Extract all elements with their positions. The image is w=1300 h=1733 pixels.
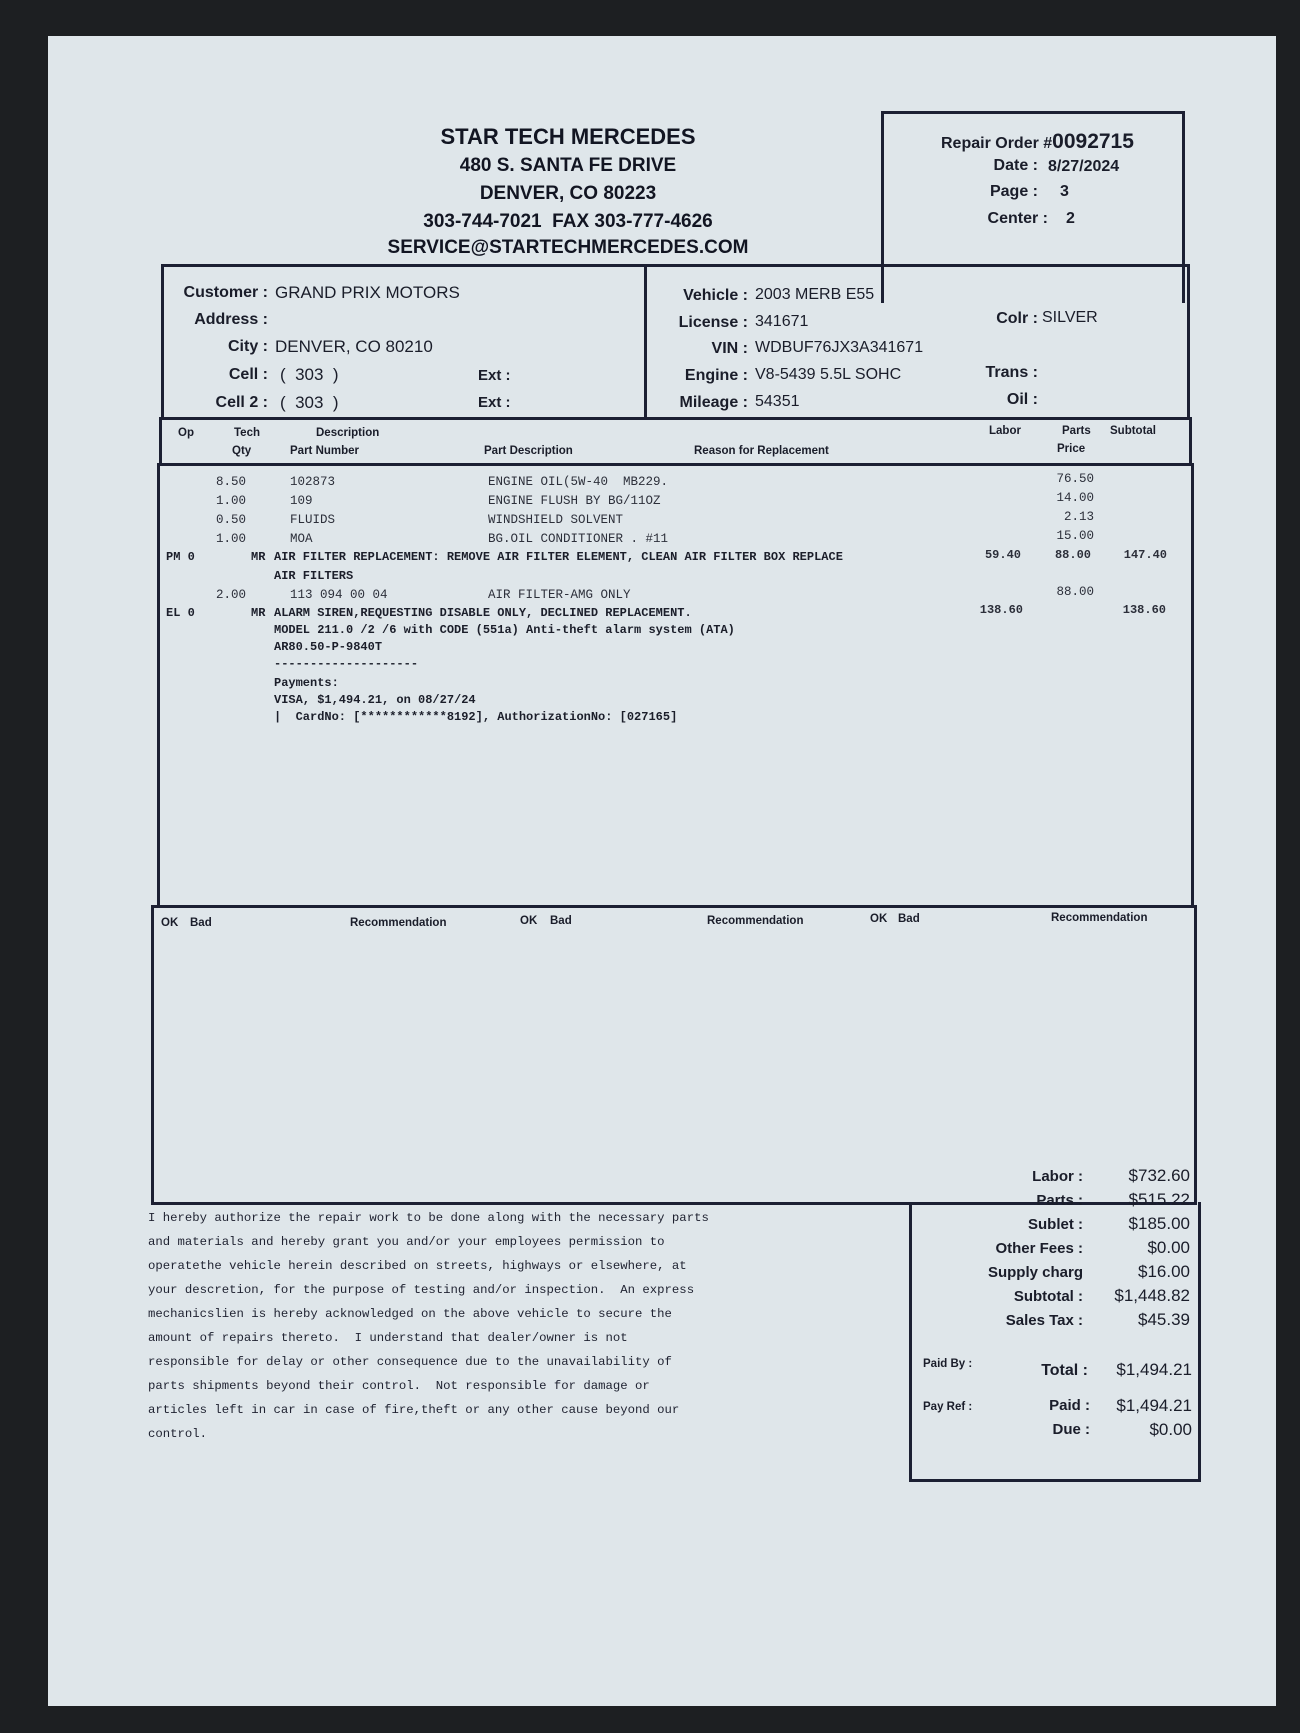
page-label: Page : xyxy=(989,183,1038,200)
rec-title-1: Recommendation xyxy=(350,917,447,929)
job-el-line5: Payments: xyxy=(274,676,339,690)
parts-number-0: 102873 xyxy=(290,475,336,489)
city-value: DENVER, CO 80210 xyxy=(275,337,433,356)
job-pm-op: PM 0 xyxy=(166,550,195,564)
total-value: $1,494.21 xyxy=(1116,1360,1192,1379)
total-tax-value: $45.39 xyxy=(1138,1310,1190,1329)
line-items-box xyxy=(159,417,1192,466)
col-part-number: Part Number xyxy=(290,445,360,457)
job-el-line2: MODEL 211.0 /2 /6 with CODE (551a) Anti-theft alarm system (ATA) xyxy=(274,623,735,637)
shop-city: DENVER, CO 80223 xyxy=(479,183,657,204)
mileage-label: Mileage : xyxy=(679,394,748,411)
parts-desc-3: BG.OIL CONDITIONER . #11 xyxy=(488,532,669,546)
total-tax-label: Sales Tax : xyxy=(1005,1312,1083,1329)
job-el-line4: -------------------- xyxy=(274,657,419,671)
job-pm-line1: AIR FILTER REPLACEMENT: REMOVE AIR FILTER ELEMENT, CLEAN AIR FILTER BOX REPLACE xyxy=(274,550,843,564)
job-el-labor: 138.60 xyxy=(979,603,1023,617)
paid-label: Paid : xyxy=(1049,1397,1090,1414)
col-description: Description xyxy=(316,427,380,439)
colr-value: SILVER xyxy=(1042,309,1098,326)
total-other-label: Other Fees : xyxy=(995,1240,1083,1257)
parts-qty-2: 0.50 xyxy=(216,513,247,527)
address-label: Address : xyxy=(194,311,268,328)
license-label: License : xyxy=(678,314,748,331)
part-pm-price: 88.00 xyxy=(1056,585,1094,599)
engine-value: V8-5439 5.5L SOHC xyxy=(755,366,902,383)
center-label: Center : xyxy=(987,210,1048,227)
parts-qty-0: 8.50 xyxy=(216,475,247,489)
parts-qty-1: 1.00 xyxy=(216,494,247,508)
rec-ok-2: OK xyxy=(520,915,538,927)
paid-value: $1,494.21 xyxy=(1116,1396,1192,1415)
center-value: 2 xyxy=(1066,210,1075,227)
vin-value: WDBUF76JX3A341671 xyxy=(755,339,924,356)
job-el-line3: AR80.50-P-9840T xyxy=(274,640,383,654)
parts-desc-0: ENGINE OIL(5W-40 MB229. xyxy=(488,475,669,489)
total-sublet-label: Sublet : xyxy=(1028,1216,1083,1233)
total-label: Total : xyxy=(1041,1362,1088,1379)
col-tech: Tech xyxy=(234,427,260,439)
vehicle-value: 2003 MERB E55 xyxy=(755,286,875,303)
parts-desc-1: ENGINE FLUSH BY BG/11OZ xyxy=(488,494,661,508)
repair-order-number: 0092715 xyxy=(1052,130,1134,153)
city-label: City : xyxy=(228,338,268,355)
repair-order-label: Repair Order #0092715 xyxy=(941,130,1134,153)
cell2-label: Cell 2 : xyxy=(215,394,268,411)
vin-label: VIN : xyxy=(711,340,748,357)
shop-phone-fax: 303-744-7021 FAX 303-777-4626 xyxy=(423,211,713,232)
rec-bad-2: Bad xyxy=(550,915,572,927)
parts-qty-3: 1.00 xyxy=(216,532,247,546)
job-el-op: EL 0 xyxy=(166,606,195,620)
total-labor-value: $732.60 xyxy=(1128,1166,1190,1185)
ext-label: Ext : xyxy=(478,367,511,384)
cell-label: Cell : xyxy=(228,366,268,383)
parts-price-2: 2.13 xyxy=(1063,510,1094,524)
total-parts-value: $515.22 xyxy=(1128,1190,1190,1209)
page-value: 3 xyxy=(1060,183,1069,200)
rec-title-2: Recommendation xyxy=(707,915,804,927)
parts-price-3: 15.00 xyxy=(1056,529,1094,543)
pay-ref-label: Pay Ref : xyxy=(923,1401,973,1413)
job-el-line1: ALARM SIREN,REQUESTING DISABLE ONLY, DECLINED REPLACEMENT. xyxy=(274,606,692,620)
shop-street: 480 S. SANTA FE DRIVE xyxy=(459,155,677,176)
col-labor: Labor xyxy=(989,425,1021,437)
part-pm-number: 113 094 00 04 xyxy=(290,588,388,602)
date-label: Date : xyxy=(993,157,1038,174)
total-sublet-value: $185.00 xyxy=(1128,1214,1190,1233)
paid-by-label: Paid By : xyxy=(923,1358,973,1370)
job-el-subtotal: 138.60 xyxy=(1122,603,1166,617)
col-part-description: Part Description xyxy=(484,445,573,457)
total-supply-label: Supply charg xyxy=(987,1264,1083,1281)
colr-label: Colr : xyxy=(996,310,1038,327)
col-op: Op xyxy=(178,427,194,439)
due-label: Due : xyxy=(1052,1421,1090,1438)
job-el-tech: MR xyxy=(251,606,266,620)
total-supply-value: $16.00 xyxy=(1138,1262,1190,1281)
total-parts-label: Parts : xyxy=(1036,1192,1083,1209)
job-el-line7: | CardNo: [************8192], AuthorizationNo: [027165] xyxy=(274,710,678,724)
mileage-value: 54351 xyxy=(755,393,800,410)
parts-price-0: 76.50 xyxy=(1056,472,1094,486)
vehicle-label: Vehicle : xyxy=(683,287,748,304)
total-labor-label: Labor : xyxy=(1032,1168,1083,1185)
due-value: $0.00 xyxy=(1149,1420,1192,1439)
ext2-label: Ext : xyxy=(478,394,511,411)
part-pm-desc: AIR FILTER-AMG ONLY xyxy=(488,588,631,602)
parts-number-2: FLUIDS xyxy=(290,513,336,527)
trans-label: Trans : xyxy=(985,364,1038,381)
parts-number-3: MOA xyxy=(290,532,313,546)
cell2-value: ( 303 ) xyxy=(280,393,339,412)
license-value: 341671 xyxy=(755,313,809,330)
col-parts: Parts xyxy=(1062,425,1091,437)
rec-title-3: Recommendation xyxy=(1051,912,1148,924)
part-pm-qty: 2.00 xyxy=(216,588,247,602)
authorization-text: I hereby authorize the repair work to be done along with the necessary parts and materials and hereby grant you and/or your employees permission to operatethe vehicle herein described on streets, highways or elsewhere, at your descretion, for the purpose of testing and/or inspection. An express mechanicslien is hereby acknowledged on the above vehicle to secure the amount of repairs thereto. I understand that dealer/owner is not responsible for delay or other consequence due to the unavailability of parts shipments beyond their control. Not responsible for damage or articles left in car in case of fire,theft or any other cause beyond our control. xyxy=(148,1211,709,1441)
customer-value: GRAND PRIX MOTORS xyxy=(275,283,460,302)
rec-ok-3: OK xyxy=(870,913,888,925)
job-pm-subtotal: 147.40 xyxy=(1123,548,1167,562)
customer-vehicle-divider xyxy=(644,266,647,418)
oil-label: Oil : xyxy=(1006,391,1038,408)
parts-desc-2: WINDSHIELD SOLVENT xyxy=(488,513,624,527)
recommendations-box xyxy=(151,905,1197,1205)
repair-order-sheet xyxy=(48,36,1276,1706)
customer-label: Customer : xyxy=(183,284,268,301)
col-reason: Reason for Replacement xyxy=(694,445,829,457)
col-subtotal: Subtotal xyxy=(1110,425,1156,437)
col-price: Price xyxy=(1057,443,1086,455)
total-other-value: $0.00 xyxy=(1147,1238,1190,1257)
rec-bad-3: Bad xyxy=(898,913,920,925)
col-qty: Qty xyxy=(232,445,252,457)
total-subtotal-value: $1,448.82 xyxy=(1114,1286,1190,1305)
rec-bad-1: Bad xyxy=(190,917,212,929)
date-value: 8/27/2024 xyxy=(1048,158,1120,175)
job-el-line6: VISA, $1,494.21, on 08/27/24 xyxy=(274,693,476,707)
job-pm-labor: 59.40 xyxy=(984,548,1021,562)
shop-email: SERVICE@STARTECHMERCEDES.COM xyxy=(387,237,749,258)
job-pm-line2: AIR FILTERS xyxy=(274,569,354,583)
shop-name: STAR TECH MERCEDES xyxy=(440,124,696,149)
job-pm-parts: 88.00 xyxy=(1054,548,1091,562)
job-pm-tech: MR xyxy=(251,550,266,564)
rec-ok-1: OK xyxy=(161,917,179,929)
engine-label: Engine : xyxy=(684,367,748,384)
cell-value: ( 303 ) xyxy=(280,365,339,384)
parts-price-1: 14.00 xyxy=(1056,491,1094,505)
parts-number-1: 109 xyxy=(290,494,313,508)
total-subtotal-label: Subtotal : xyxy=(1013,1288,1083,1305)
